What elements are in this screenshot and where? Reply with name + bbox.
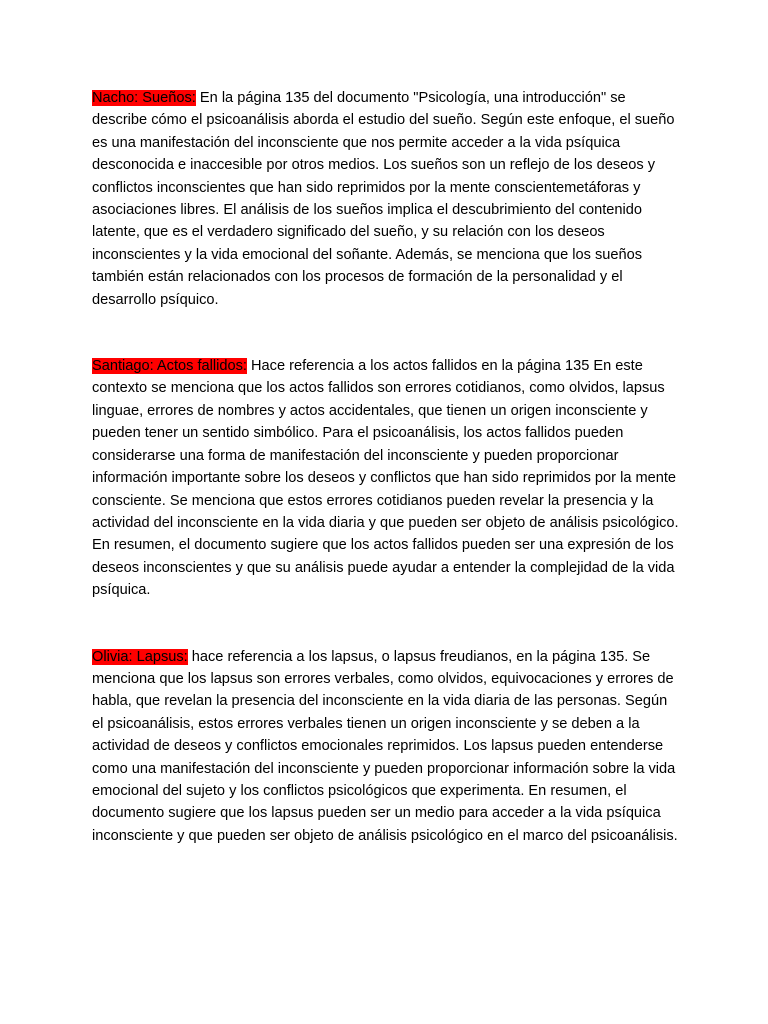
text-suenos: En la página 135 del documento "Psicología, una introducción" se describe cómo el psicoanálisis aborda el estudio del sueño. Según este enfoque, el sueño es una manifestación del inconsciente que nos permite acceder a la vida psíquica desconocida e inaccesible por otros medios. Los sueños son un reflejo de los deseos y conflictos inconscientes que han sido reprimidos por la mente conscientemetáforas y asociaciones libres. El análisis de los sueños implica el descubrimiento del contenido latente, que es el verdadero significado del sueño, y su relación con los deseos inconscientes y la vida emocional del soñante. Además, se menciona que los sueños también están relacionados con los procesos de formación de la personalidad y el desarrollo psíquico. bbox=[92, 90, 675, 308]
document-page bbox=[92, 87, 680, 847]
label-santiago-actos-fallidos: Santiago: Actos fallidos: bbox=[92, 358, 247, 375]
paragraph-lapsus bbox=[92, 646, 680, 848]
label-olivia-lapsus: Olivia: Lapsus: bbox=[92, 648, 188, 665]
text-lapsus: hace referencia a los lapsus, o lapsus freudianos, en la página 135. Se menciona que los lapsus son errores verbales, como olvidos, equivocaciones y errores de habla, que revelan la presencia del inconsciente en la vida diaria de las personas. Según el psicoanálisis, estos errores verbales tienen un origen inconsciente y se deben a la actividad de deseos y conflictos emocionales reprimidos. Los lapsus pueden entenderse como una manifestación del inconsciente y pueden proporcionar información sobre la vida emocional del sujeto y los conflictos psicológicos que experimenta. En resumen, el documento sugiere que los lapsus pueden ser un medio para acceder a la vida psíquica inconsciente y que pueden ser objeto de análisis psicológico en el marco del psicoanálisis. bbox=[92, 648, 678, 844]
paragraph-suenos bbox=[92, 87, 680, 311]
text-actos-fallidos: Hace referencia a los actos fallidos en la página 135 En este contexto se menciona que los actos fallidos son errores cotidianos, como olvidos, lapsus linguae, errores de nombres y actos accidentales, que tienen un origen inconsciente y pueden tener un sentido simbólico. Para el psicoanálisis, los actos fallidos pueden considerarse una forma de manifestación del inconsciente y pueden proporcionar información importante sobre los deseos y conflictos que han sido reprimidos por la mente consciente. Se menciona que estos errores cotidianos pueden revelar la presencia y la actividad del inconsciente en la vida diaria y que pueden ser objeto de análisis psicológico. En resumen, el documento sugiere que los actos fallidos pueden ser una expresión de los deseos inconscientes y que su análisis puede ayudar a entender la complejidad de la vida psíquica. bbox=[92, 358, 679, 599]
paragraph-actos-fallidos bbox=[92, 355, 680, 601]
label-nacho-suenos: Nacho: Sueños: bbox=[92, 90, 196, 106]
